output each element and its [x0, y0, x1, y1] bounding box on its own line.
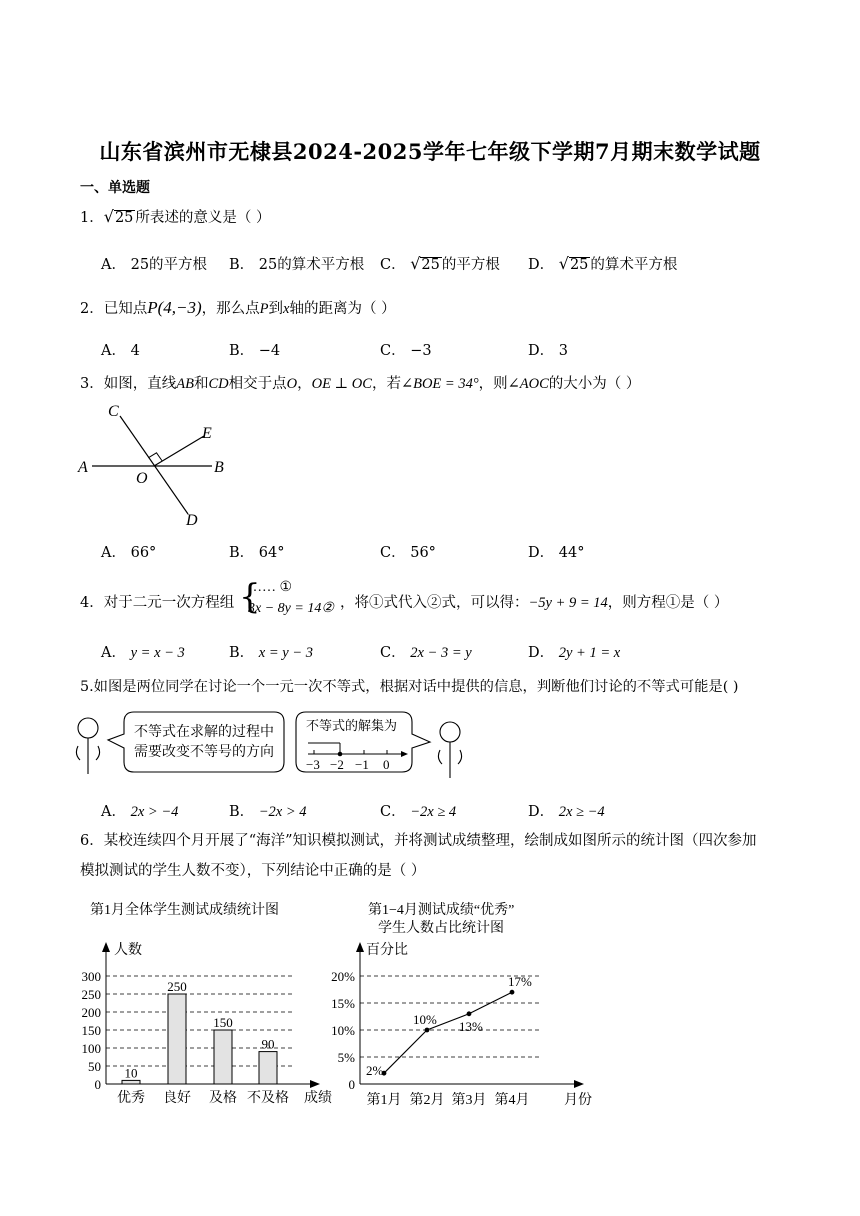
section-heading: 一、单选题: [80, 180, 150, 196]
question-text: 对于二元一次方程组: [103, 595, 235, 611]
bar-chart: [70, 894, 340, 1116]
question-number: 4．: [80, 595, 104, 611]
radicand: 25: [114, 210, 134, 226]
data-label: 10%: [413, 1012, 437, 1027]
series-line: [384, 992, 512, 1073]
brace-symbol: {: [239, 577, 261, 617]
sqrt-symbol: √: [558, 254, 569, 273]
option-label: A．: [101, 257, 126, 273]
question-text-line-1: [80, 826, 785, 856]
question-text: ，则方程①是（ ）: [607, 595, 729, 611]
option-text: 的算术平方根: [590, 257, 678, 273]
question-4: [80, 591, 234, 612]
y-tick-label: 15%: [331, 996, 355, 1011]
option-d[interactable]: [528, 253, 677, 274]
option-d[interactable]: [528, 800, 605, 821]
sqrt-symbol: √: [410, 254, 421, 273]
dialogue-figure: [74, 706, 474, 782]
y-tick-label: 0: [94, 1077, 101, 1092]
option-a[interactable]: [101, 641, 185, 662]
option-b[interactable]: [229, 339, 280, 360]
bar-chart-title: 第1月全体学生测试成绩统计图: [90, 903, 279, 918]
y-tick-label: 250: [81, 987, 101, 1002]
geometry-figure: [70, 398, 240, 530]
data-label: 17%: [508, 974, 532, 990]
question-text: 所表述的意义是（ ）: [135, 210, 271, 226]
x-tick-label: 第2月: [409, 1093, 445, 1108]
option-label: A．: [101, 545, 126, 561]
line-chart: [330, 894, 600, 1116]
speech-bubble-left: [108, 712, 284, 772]
option-a[interactable]: [101, 800, 178, 821]
question-5: [80, 676, 738, 696]
angle-expression: ∠BOE = 34°: [400, 376, 479, 392]
y-axis-label: 百分比: [366, 943, 408, 958]
question-text: 和: [193, 376, 209, 392]
bar: [259, 1052, 277, 1084]
option-c[interactable]: [380, 800, 456, 821]
question-text: ，那么点: [201, 301, 260, 317]
option-label: D．: [528, 257, 555, 273]
option-b[interactable]: [229, 253, 364, 274]
student-left-figure: [76, 718, 99, 774]
data-label: 13%: [459, 1018, 483, 1034]
page-title: 山东省滨州市无棣县2024-2025学年七年级下学期7月期末数学试题: [99, 139, 761, 164]
option-text: 66°: [130, 545, 157, 561]
axis-name: x: [283, 301, 290, 317]
option-a[interactable]: [101, 253, 207, 274]
question-text: ，将①式代入②式，可以得：: [340, 595, 529, 611]
x-axis-label: 成绩: [304, 1091, 332, 1106]
option-text: 的平方根: [441, 257, 500, 273]
equation-1: …… ①: [248, 580, 293, 595]
x-axis-label: 月份: [564, 1093, 592, 1108]
bar: [214, 1030, 232, 1084]
option-d[interactable]: [528, 641, 620, 662]
option-text: 25的算术平方根: [258, 257, 365, 273]
option-label: B．: [229, 645, 255, 661]
question-2: [80, 297, 396, 318]
x-tick-label: 第1月: [366, 1093, 402, 1108]
bar-value-label: 250: [167, 979, 187, 994]
option-label: D．: [528, 804, 555, 820]
option-text: −2x ≥ 4: [410, 804, 457, 820]
question-4-cont: [340, 591, 728, 612]
question-text: 的大小为（ ）: [548, 376, 641, 392]
option-text: 2x > −4: [130, 804, 179, 820]
option-label: C．: [380, 343, 406, 359]
question-text: 如图，直线: [103, 376, 177, 392]
question-text: 某校连续四个月开展了“海洋”知识模拟测试，并将测试成绩整理，绘制成如图所示的统计图（四次参加: [103, 833, 757, 849]
angle-expression: ∠AOC: [507, 376, 549, 392]
data-point: [467, 1011, 472, 1016]
solution-point: [338, 752, 343, 757]
tick-label: −2: [330, 757, 344, 772]
option-text: 3: [558, 343, 568, 359]
y-tick-label: 150: [81, 1023, 101, 1038]
option-text: −3: [410, 343, 432, 359]
sqrt-symbol: √: [103, 207, 114, 226]
option-text: 4: [130, 343, 140, 359]
question-number: 1．: [80, 210, 104, 226]
point-expression: P(4,−3): [147, 298, 202, 317]
tick-label: −1: [355, 757, 369, 772]
y-tick-label: 50: [88, 1059, 101, 1074]
option-a[interactable]: [101, 541, 156, 562]
label-o: O: [136, 470, 148, 487]
option-label: B．: [229, 804, 255, 820]
bubble-left-line-1: 不等式在求解的过程中: [134, 725, 274, 740]
option-text: −2x > 4: [258, 804, 307, 820]
result-equation: −5y + 9 = 14: [528, 595, 608, 611]
y-tick-label: 100: [81, 1041, 101, 1056]
label-e: E: [202, 425, 212, 442]
bar-value-label: 150: [213, 1015, 233, 1030]
option-b[interactable]: [229, 800, 307, 821]
question-text: ，则: [478, 376, 508, 392]
line-chart-body: [331, 942, 592, 1108]
equation-2: 3x − 8y = 14②: [248, 601, 334, 616]
y-tick-label: 5%: [337, 1050, 355, 1065]
option-text: 56°: [410, 545, 436, 561]
option-label: C．: [380, 545, 406, 561]
option-label: B．: [229, 545, 255, 561]
point-name: O: [286, 376, 298, 392]
data-label: 2%: [366, 1063, 384, 1079]
y-tick-label: 0: [348, 1077, 355, 1092]
option-label: D．: [528, 343, 555, 359]
point-name: P: [259, 301, 269, 317]
bubble-right-title: 不等式的解集为: [306, 718, 398, 733]
question-number: 5.: [80, 679, 94, 695]
option-c[interactable]: [380, 339, 432, 360]
question-text: 轴的距离为（ ）: [289, 301, 396, 317]
line-chart-title-1: 第1−4月测试成绩“优秀”: [368, 903, 515, 918]
option-label: C．: [380, 257, 406, 273]
bar-value-label: 10: [124, 1065, 138, 1081]
question-text: 已知点: [103, 301, 148, 317]
label-b: B: [214, 459, 224, 476]
option-a[interactable]: [101, 339, 140, 360]
option-b[interactable]: [229, 641, 313, 662]
y-axis-arrow: [356, 942, 364, 952]
tick-label: 0: [383, 757, 390, 772]
x-tick-label: 不及格: [247, 1091, 289, 1106]
question-text: 相交于点: [228, 376, 287, 392]
option-label: B．: [229, 257, 255, 273]
question-number: 2．: [80, 301, 104, 317]
bar-chart-body: [82, 941, 333, 1106]
option-c[interactable]: [380, 641, 472, 662]
option-d[interactable]: [528, 541, 584, 562]
y-tick-label: 300: [81, 969, 101, 984]
option-text: 2y + 1 = x: [558, 645, 621, 661]
option-text: 2x ≥ −4: [558, 804, 605, 820]
option-text: y = x − 3: [130, 645, 185, 661]
bubble-left-line-2: 需要改变不等号的方向: [134, 745, 274, 760]
option-label: D．: [528, 645, 555, 661]
equation-system: [248, 577, 334, 619]
radicand: 25: [421, 257, 440, 273]
perpendicular-expression: OE ⊥ OC: [311, 376, 372, 392]
question-text: 到: [268, 301, 284, 317]
option-label: C．: [380, 804, 406, 820]
option-c[interactable]: [380, 253, 500, 274]
option-text: 25的平方根: [130, 257, 208, 273]
option-label: A．: [101, 804, 126, 820]
question-text: ，: [297, 376, 312, 392]
bar: [168, 994, 186, 1084]
line-chart-title-2: 学生人数占比统计图: [378, 921, 504, 936]
line-name: CD: [208, 376, 229, 392]
label-c: C: [108, 403, 119, 420]
x-tick-label: 第3月: [451, 1093, 487, 1108]
x-tick-label: 第4月: [494, 1093, 530, 1108]
question-text: 如图是两位同学在讨论一个一元一次不等式，根据对话中提供的信息，判断他们讨论的不等式可能是( ): [93, 679, 739, 695]
label-d: D: [186, 512, 198, 529]
option-c[interactable]: [380, 541, 436, 562]
data-point: [510, 990, 515, 995]
option-label: A．: [101, 343, 126, 359]
data-point: [425, 1028, 430, 1033]
option-label: D．: [528, 545, 555, 561]
question-text: ，若: [371, 376, 401, 392]
question-3: [80, 372, 640, 393]
y-tick-label: 200: [81, 1005, 101, 1020]
x-tick-label: 优秀: [117, 1091, 145, 1106]
student-right-figure: [438, 722, 461, 778]
option-text: 64°: [258, 545, 285, 561]
x-tick-label: 良好: [163, 1091, 191, 1106]
y-tick-label: 20%: [331, 969, 355, 984]
y-tick-label: 10%: [331, 1023, 355, 1038]
tick-label: −3: [306, 757, 320, 772]
x-axis-arrow: [310, 1080, 320, 1088]
bar: [122, 1080, 140, 1084]
option-label: C．: [380, 645, 406, 661]
line-name: AB: [176, 376, 194, 392]
bar-value-label: 90: [261, 1036, 275, 1052]
option-text: x = y − 3: [258, 645, 313, 661]
option-label: A．: [101, 645, 126, 661]
y-axis-arrow: [102, 942, 110, 952]
ray-oe: [154, 436, 204, 466]
line-cd: [120, 416, 188, 514]
question-6: [80, 826, 785, 886]
option-label: B．: [229, 343, 255, 359]
x-tick-label: 及格: [209, 1091, 237, 1106]
question-1: [80, 206, 271, 227]
option-d[interactable]: [528, 339, 568, 360]
question-text-line-2: 模拟测试的学生人数不变），下列结论中正确的是（ ）: [80, 863, 426, 879]
x-axis-arrow: [574, 1080, 584, 1088]
radicand: 25: [569, 257, 589, 273]
option-text: 2x − 3 = y: [410, 645, 472, 661]
option-text: −4: [258, 343, 281, 359]
question-number: 6．: [80, 833, 104, 849]
question-number: 3．: [80, 376, 104, 392]
option-text: 44°: [558, 545, 585, 561]
y-axis-label: 人数: [114, 943, 142, 958]
label-a: A: [78, 459, 88, 476]
option-b[interactable]: [229, 541, 284, 562]
